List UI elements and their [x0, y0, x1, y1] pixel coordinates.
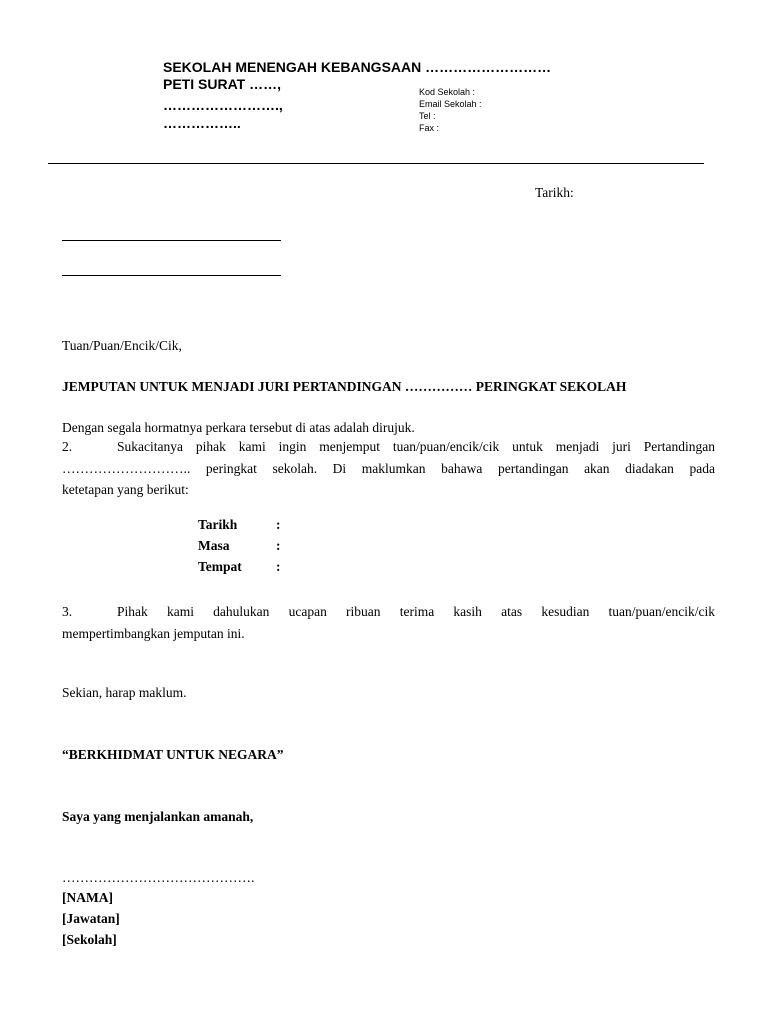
detail-label: Tarikh — [198, 517, 238, 532]
detail-row-tempat — [198, 558, 281, 579]
detail-label: Tempat — [198, 559, 242, 574]
paragraph-3-number: 3. — [62, 604, 73, 619]
salutation: Tuan/Puan/Encik/Cik, — [62, 338, 182, 353]
detail-row-masa — [198, 537, 281, 558]
paragraph-2-number: 2. — [62, 439, 73, 454]
paragraph-2-line-3: ketetapan yang berikut: — [62, 482, 189, 497]
paragraph-2-line-2: ……………………….. peringkat sekolah. Di maklumkan bahawa pertandingan akan diadakan pada — [62, 461, 715, 476]
fax-label: Fax : — [419, 123, 440, 133]
motto: “BERKHIDMAT UNTUK NEGARA” — [62, 747, 284, 762]
tel-label: Tel : — [419, 111, 436, 121]
trust-statement: Saya yang menjalankan amanah, — [62, 809, 254, 824]
letterhead-divider — [48, 163, 704, 164]
detail-separator: : — [276, 538, 281, 553]
date-label: Tarikh: — [535, 185, 574, 200]
address-line-2: …………….. — [163, 115, 241, 131]
signature-line: ……………………………………. — [62, 870, 255, 885]
kod-sekolah-label: Kod Sekolah : — [419, 87, 476, 97]
school-name: SEKOLAH MENENGAH KEBANGSAAN ……………………… — [163, 59, 552, 75]
closing-remark: Sekian, harap maklum. — [62, 685, 187, 700]
paragraph-3-line-2: mempertimbangkan jemputan ini. — [62, 626, 245, 641]
signatory-school: [Sekolah] — [62, 932, 117, 947]
detail-row-tarikh — [198, 516, 281, 537]
po-box: PETI SURAT ……, — [163, 76, 281, 92]
address-line-1: ……………………., — [163, 97, 283, 113]
paragraph-1: Dengan segala hormatnya perkara tersebut di atas adalah dirujuk. — [62, 420, 415, 435]
paragraph-3-line-1: Pihak kami dahulukan ucapan ribuan terima kasih atas kesudian tuan/puan/encik/cik — [117, 604, 715, 619]
event-details — [198, 516, 281, 579]
signatory-name: [NAMA] — [62, 890, 113, 905]
email-sekolah-label: Email Sekolah : — [419, 99, 482, 109]
signatory-position: [Jawatan] — [62, 911, 120, 926]
recipient-line-2 — [62, 275, 281, 276]
letter-subject: JEMPUTAN UNTUK MENJADI JURI PERTANDINGAN …………… PERINGKAT SEKOLAH — [62, 379, 627, 394]
detail-separator: : — [276, 517, 281, 532]
detail-separator: : — [276, 559, 281, 574]
recipient-line-1 — [62, 240, 281, 241]
paragraph-2-line-1: Sukacitanya pihak kami ingin menjemput tuan/puan/encik/cik untuk menjadi juri Pertandingan — [117, 439, 715, 454]
detail-label: Masa — [198, 538, 230, 553]
